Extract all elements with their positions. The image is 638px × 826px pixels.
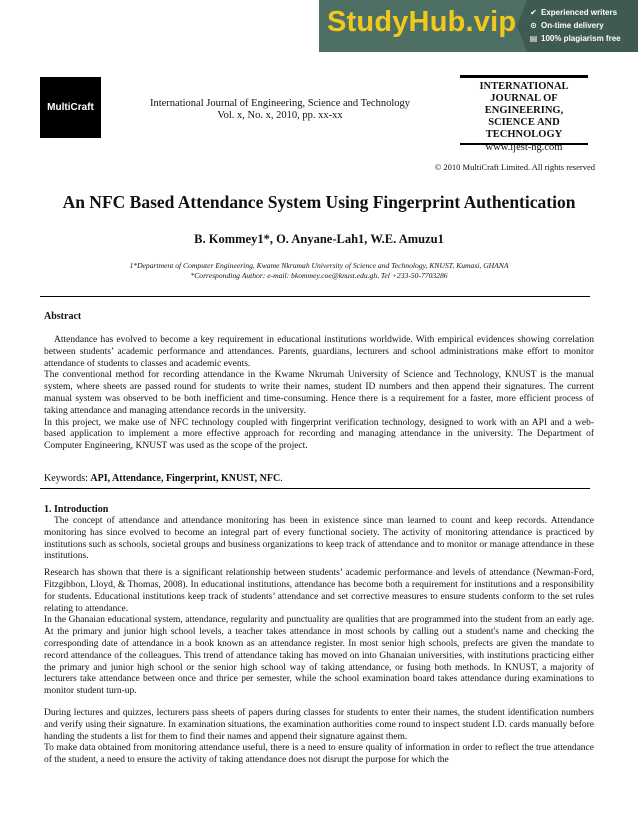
- section-heading: 1. Introduction: [44, 504, 109, 515]
- paper-title: An NFC Based Attendance System Using Fingerprint Authentication: [62, 192, 576, 212]
- banner-divider-top: [517, 0, 527, 26]
- studyhub-logo[interactable]: StudyHub.vip: [327, 6, 517, 38]
- journal-title-box: [460, 75, 588, 145]
- intro-paragraph: During lectures and quizzes, lecturers pass sheets of papers during classes for students to enter their names, the student identification numbers and verify using their signature. In examination situations, the examination authorities come round to inspect student I.D. cards manually before handing the students a list for them to find their names and append their signature against them.: [44, 707, 594, 742]
- journal-name: International Journal of Engineering, Science and Technology: [149, 98, 411, 109]
- affiliation-line: 1*Department of Computer Engineering, Kwame Nkrumah University of Science and Technology, KNUST, Kumasi, GHANA: [129, 261, 509, 270]
- journal-citation: [140, 98, 420, 122]
- check-icon: ✔: [530, 8, 537, 17]
- divider: [40, 488, 590, 489]
- document-icon: ▤: [529, 34, 538, 43]
- banner-divider-bottom: [517, 26, 527, 52]
- keywords-end: .: [280, 473, 283, 484]
- intro-paragraph: In the Ghanaian educational system, attendance, regularity and punctuality are qualities that are programmed into the student from an early age. At the primary and junior high school levels, a teacher takes attendance in most schools by calling out a student's name and checking the corresponding date of attendance in a book known as an attendance register. In most senior high schools, prefects are given the mandate to record attendance of the colleagues. This trend of attendance taking has moved on into Ghanaian universities, with institutions practicing either the primary and junior high school or the senior high school way of taking attendance, or fusing both methods. In KNUST, a majority of lecturers take attendance between once and thrice per semester, while the school examination board takes attendance during examinations to monitor student turn-up.: [44, 615, 594, 697]
- corresponding-author: *Corresponding Author: e-mail: bkommey.coe@knust.edu.gh, Tel +233-50-7703286: [190, 271, 448, 280]
- author-affiliation: [0, 261, 638, 281]
- journal-box-line: TECHNOLOGY: [485, 129, 563, 140]
- copyright-notice: © 2010 MultiCraft Limited. All rights reserved: [434, 162, 595, 172]
- abstract-body: [44, 335, 594, 453]
- feature-item: [529, 19, 638, 32]
- journal-volume: Vol. x, No. x, 2010, pp. xx-xx: [217, 110, 343, 121]
- intro-paragraph: The concept of attendance and attendance monitoring has been in existence since man learned to count and keep records. Attendance monitoring has since evolved to become an integral part of every functional society. The activity of monitoring attendance is practiced by institutions such as schools, societal groups and business organizations to keep track of attendance and to monitor or manage attendance in these institutions.: [44, 516, 594, 562]
- journal-box-line: SCIENCE AND: [488, 117, 560, 128]
- banner-features: [517, 0, 638, 52]
- keywords-list: API, Attendance, Fingerprint, KNUST, NFC: [90, 473, 281, 484]
- abstract-paragraph: In this project, we make use of NFC technology coupled with fingerprint verification technology, designed to work with an API and a web-based application to implement a more effective approach for recording and managing attendance in the university. The Department of Computer Engineering, KNUST was used as the scope of the project.: [44, 417, 594, 452]
- intro-paragraph: To make data obtained from monitoring attendance useful, there is a need to ensure quality of information in order to reflect the true attendance of the student, a need to ensure the activity of taking attendance does not disrupt the purpose for which the: [44, 743, 594, 766]
- introduction-body: [44, 516, 594, 767]
- journal-box-line: INTERNATIONAL: [479, 81, 569, 92]
- abstract-heading: Abstract: [44, 311, 82, 322]
- abstract-paragraph: Attendance has evolved to become a key requirement in educational institutions worldwide. With empirical evidences showing correlation between students’ academic performance and attendances. Parents, guardians, lecturers and school administrations make effort to monitor attendance of students to classes and academic events.: [44, 335, 594, 369]
- keywords: [44, 473, 283, 484]
- multicraft-logo: MultiCraft: [40, 77, 101, 138]
- feature-item: [529, 6, 638, 19]
- feature-item: [529, 32, 638, 45]
- journal-box-line: JOURNAL OF: [490, 93, 558, 104]
- feature-label: On-time delivery: [541, 21, 604, 30]
- intro-paragraph: Research has shown that there is a significant relationship between students’ academic performance and levels of attendance (Newman-Ford, Fitzgibbon, Lloyd, & Thomas, 2008). In educational institutions, attendance has become both a requirement for institutions and a responsibility for students. Educational institutions keep track of students’ attendance and set corrective measures to ensure students conform to the set rules relating to attendance.: [44, 568, 594, 614]
- journal-url: www.ijest-ng.com: [485, 142, 563, 153]
- abstract-paragraph: The conventional method for recording attendance in the Kwame Nkrumah University of Science and Technology, KNUST is the manual system, where sheets are passed round for students to write their names, student ID numbers and then append their signatures. The current manual system was observed to be both inefficient and time-consuming. Hence there is a requirement for a faster, more efficient process of taking attendance and managing attendance records in the university.: [44, 370, 594, 416]
- divider: [40, 296, 590, 297]
- journal-box-line: ENGINEERING,: [484, 105, 564, 116]
- keywords-label: Keywords:: [44, 473, 91, 484]
- paper-authors: B. Kommey1*, O. Anyane-Lah1, W.E. Amuzu1: [194, 232, 444, 246]
- clock-icon: ⊙: [530, 21, 537, 30]
- feature-label: 100% plagiarism free: [541, 34, 621, 43]
- studyhub-banner[interactable]: [319, 0, 638, 52]
- feature-label: Experienced writers: [541, 8, 618, 17]
